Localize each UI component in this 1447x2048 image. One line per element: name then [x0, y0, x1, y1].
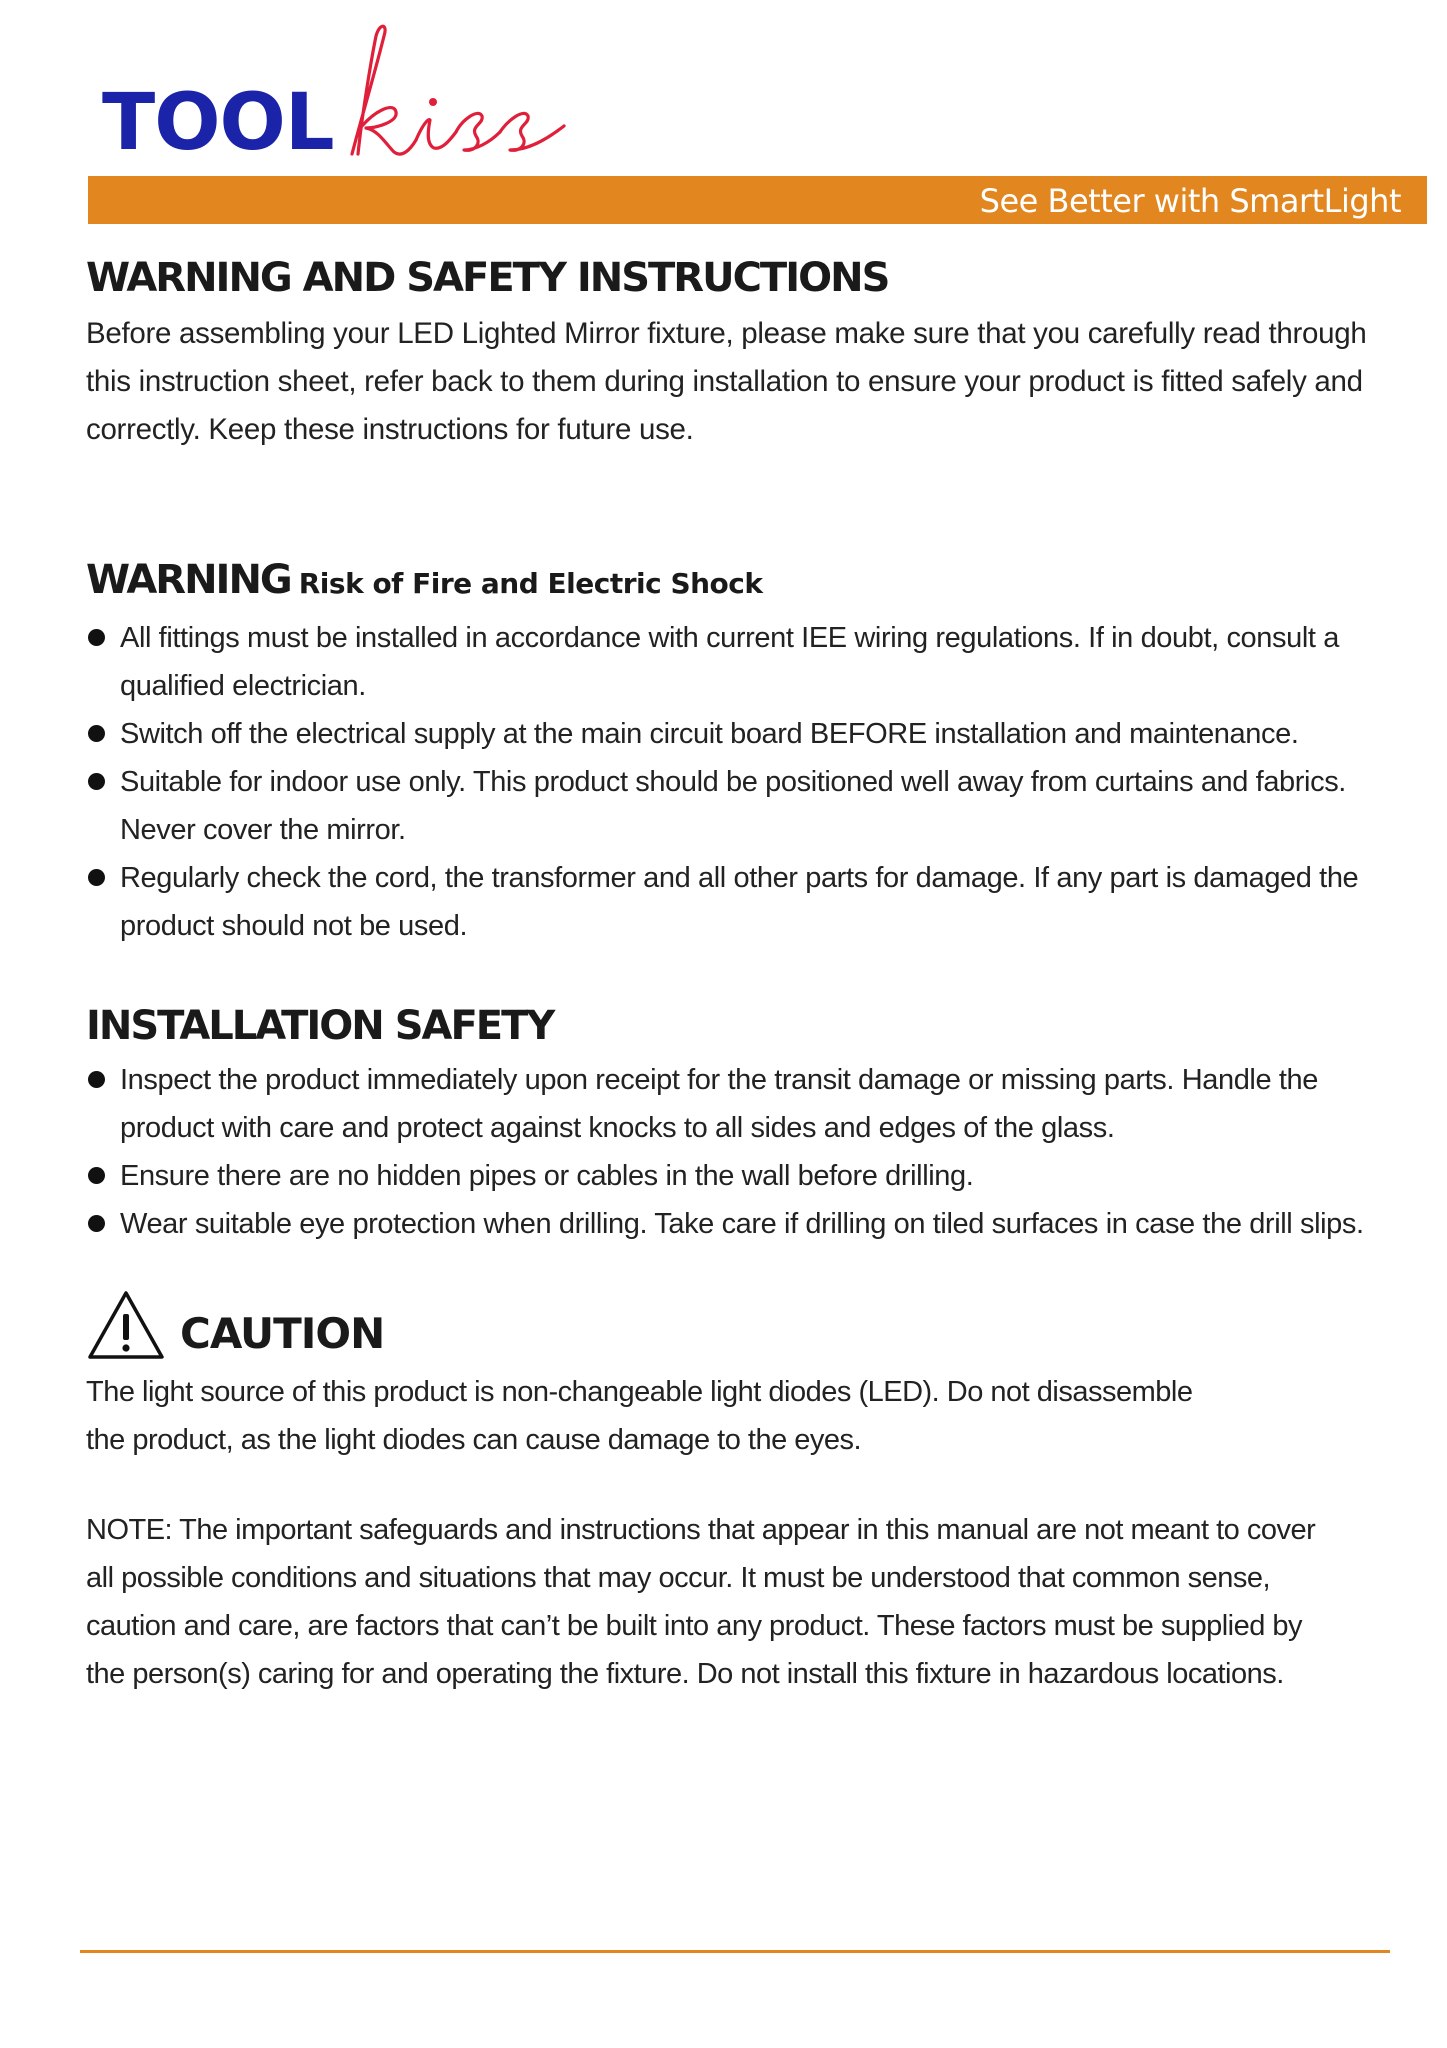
list-item-text: Switch off the electrical supply at the main circuit board BEFORE installation and maintenance.	[120, 718, 1299, 750]
footer-divider	[80, 1950, 1390, 1953]
list-item-text: Wear suitable eye protection when drilling. Take care if drilling on tiled surfaces in case the drill slips.	[120, 1208, 1364, 1240]
warning-subheading: Risk of Fire and Electric Shock	[298, 567, 763, 600]
logo-brand-main: TOOL	[102, 78, 334, 168]
warning-triangle-icon	[86, 1288, 166, 1362]
list-item	[86, 614, 1380, 710]
installation-heading: INSTALLATION SAFETY	[86, 1003, 554, 1049]
caution-heading: CAUTION	[180, 1309, 385, 1358]
bullet-dot-icon	[88, 1215, 105, 1232]
installation-list	[86, 1056, 1416, 1248]
bullet-dot-icon	[88, 773, 105, 790]
caution-header	[86, 1278, 1416, 1362]
list-item-text: Ensure there are no hidden pipes or cables in the wall before drilling.	[120, 1160, 974, 1192]
bullet-dot-icon	[88, 1071, 105, 1088]
page-title: WARNING AND SAFETY INSTRUCTIONS	[86, 255, 889, 301]
warning-heading-label: WARNING	[86, 557, 291, 603]
bullet-dot-icon	[88, 725, 105, 742]
tagline-banner	[88, 176, 1427, 224]
bullet-dot-icon	[88, 629, 105, 646]
list-item	[86, 1152, 1380, 1200]
list-item-text: Inspect the product immediately upon receipt for the transit damage or missing parts. Handle the product with care and protect against knocks to all sides and edges of the glass.	[120, 1064, 1318, 1144]
bullet-dot-icon	[88, 1167, 105, 1184]
toolkiss-logo	[102, 16, 582, 166]
caution-paragraph: The light source of this product is non-changeable light diodes (LED). Do not disassemble the product, as the light diodes can cause damage to the eyes.	[86, 1376, 1193, 1456]
list-item-text: Suitable for indoor use only. This product should be positioned well away from curtains and fabrics. Never cover the mirror.	[120, 766, 1346, 846]
warning-heading	[86, 552, 1416, 612]
list-item	[86, 710, 1380, 758]
main-content	[86, 250, 1416, 1698]
banner-tagline: See Better with SmartLight	[979, 182, 1401, 220]
list-item	[86, 1200, 1380, 1248]
list-item-text: Regularly check the cord, the transformer and all other parts for damage. If any part is damaged the product should not be used.	[120, 862, 1359, 942]
note-paragraph: NOTE: The important safeguards and instructions that appear in this manual are not meant to cover all possible conditions and situations that may occur. It must be understood that common sense, caution and care, are factors that can’t be built into any product. These factors must be supplied by the person(s) caring for and operating the fixture. Do not install this fixture in hazardous locations.	[86, 1514, 1316, 1690]
logo-script-kiss	[332, 16, 592, 166]
intro-paragraph: Before assembling your LED Lighted Mirror fixture, please make sure that you carefully read through this instruction sheet, refer back to them during installation to ensure your product is fitted safely and correctly. Keep these instructions for future use.	[86, 317, 1367, 446]
warning-list	[86, 614, 1416, 950]
list-item	[86, 854, 1380, 950]
bullet-dot-icon	[88, 869, 105, 886]
list-item-text: All fittings must be installed in accordance with current IEE wiring regulations. If in doubt, consult a qualified electrician.	[120, 622, 1339, 702]
list-item	[86, 1056, 1380, 1152]
list-item	[86, 758, 1380, 854]
